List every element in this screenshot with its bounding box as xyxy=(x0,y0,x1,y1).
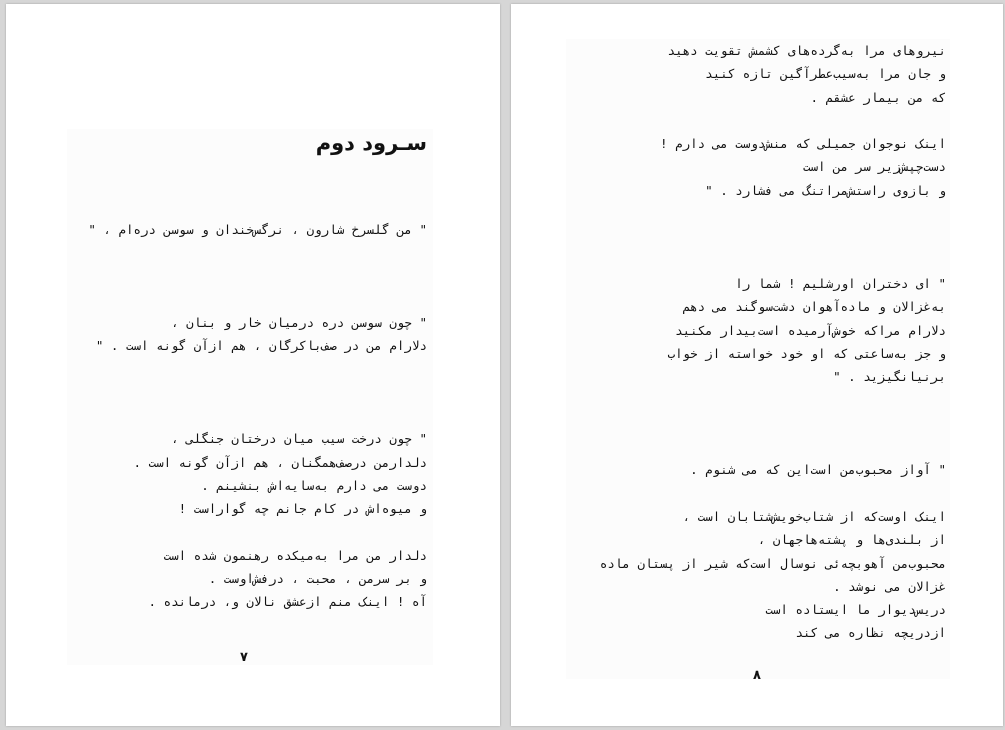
verse-line: " چون سوسن دره درمیان خار و بنان ، xyxy=(171,314,427,330)
page-number: ۸ xyxy=(753,668,761,683)
verse-line: دلارام من در صف‌باکرگان ، هم ازآن گونه است . " xyxy=(95,338,427,354)
verse-line: غزالان می نوشد . xyxy=(833,578,946,594)
right-page-text xyxy=(566,39,950,679)
verse-line: که من بیمار عشقم . xyxy=(810,89,946,105)
verse-line: و جان مرا به‌سیب‌عطرآگین تازه کنید xyxy=(705,66,946,82)
verse-line: از بلندی‌ها و پشته‌هاجهان ، xyxy=(757,532,946,548)
verse-line: آه ! اینک منم ازعشق نالان و، درمانده . xyxy=(148,594,427,610)
verse-line: اینک اوست‌که از شتاب‌خویش‌شتابان است ، xyxy=(682,508,946,524)
verse-line: اینک نوجوان جمیلی که منش‌دوست می دارم ! xyxy=(660,136,946,152)
left-page-text xyxy=(67,129,433,665)
page-number: ۷ xyxy=(240,650,248,665)
verse-line: و جز به‌ساعتی که او خود خواسته از خواب xyxy=(667,345,946,361)
verse-line: محبوب‌من آهوبچه‌ئی نوسال است‌که شیر از پستان ماده xyxy=(599,555,946,571)
verse-line: دلارام مراکه خوش‌آرمیده است‌بیدار مکنید xyxy=(675,322,946,338)
verse-line: به‌غزالان و ماده‌آهوان دشت‌سوگند می دهم xyxy=(682,299,946,315)
verse-line: " من گلسرخ شارون ، نرگس‌خندان و سوسن دره‌ام ، " xyxy=(88,221,427,237)
verse-line: دریس‌دیوار ما ایستاده است xyxy=(765,602,946,618)
right-page xyxy=(511,4,1003,726)
verse-line: " آواز محبوب‌من است‌این که می شنوم . xyxy=(690,462,946,478)
verse-line: برنیانگیزید . " xyxy=(833,369,946,385)
verse-line: دلدار من مرا به‌میکده رهنمون شده است xyxy=(163,547,427,563)
left-page xyxy=(6,4,500,726)
verse-line: و بر سرمن ، محبت ، درفش‌اوست . xyxy=(208,571,427,587)
verse-line: و میوه‌اش در کام جانم چه گواراست ! xyxy=(178,501,427,517)
verse-line: دلدارمن درصف‌همگنان ، هم ازآن گونه است . xyxy=(133,454,427,470)
verse-line: " چون درخت سیب میان درختان جنگلی ، xyxy=(171,431,427,447)
verse-line: نیروهای مرا به‌گرده‌های کشمش تقویت دهید xyxy=(667,43,946,58)
verse-line: ازدریچه نظاره می کند xyxy=(795,625,946,641)
verse-line: " ای دختران اورشلیم ! شما را xyxy=(735,275,946,291)
verse-line: دوست می دارم به‌سایه‌اش بنشینم . xyxy=(201,477,427,493)
verse-line: دست‌چپش‌زیر سر من است xyxy=(803,159,946,175)
poem-title: سـرود دوم xyxy=(315,131,427,155)
verse-line: و بازوی راستش‌مراتنگ می فشارد . " xyxy=(705,182,946,198)
